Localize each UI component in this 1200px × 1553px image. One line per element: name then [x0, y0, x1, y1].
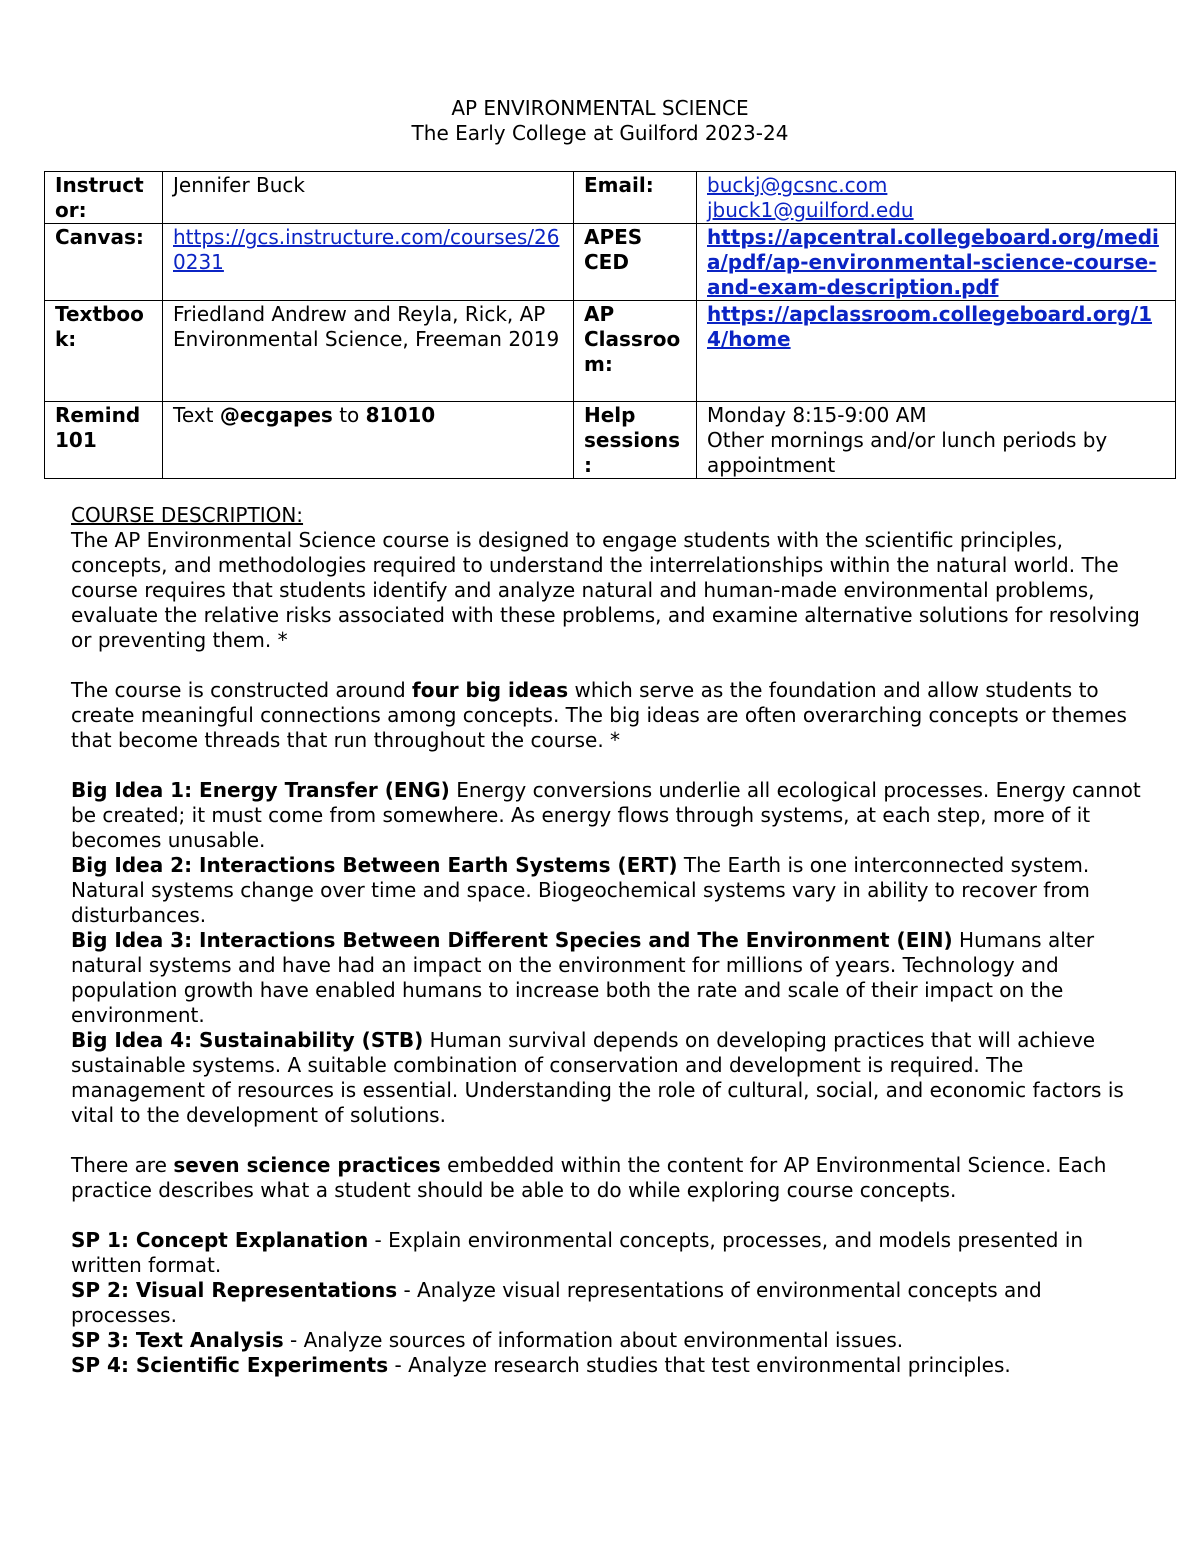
- description-paragraph-1: The AP Environmental Science course is designed to engage students with the scientific principles, concepts, and methodologies required to understand the interrelationships within the natural world. The course requires that students identify and analyze natural and human-made environmental problems, evaluate the relative risks associated with these problems, and examine alternative solutions for resolving or preventing them. *: [71, 528, 1140, 652]
- science-practice-1: SP 1: Concept Explanation - Explain environmental concepts, processes, and models presented in written format.: [71, 1228, 1084, 1277]
- remind-label: Remind 101: [45, 402, 163, 479]
- ced-cell: [697, 224, 1176, 301]
- canvas-label: Canvas:: [45, 224, 163, 301]
- ced-label: APES CED: [574, 224, 697, 301]
- textbook-label: Textbook:: [45, 301, 163, 402]
- remind-number: 81010: [365, 403, 436, 427]
- course-info-table: [44, 171, 1176, 479]
- help-label: Help sessions:: [574, 402, 697, 479]
- classroom-label: AP Classroom:: [574, 301, 697, 402]
- table-row: [45, 172, 1176, 224]
- big-idea-2: Big Idea 2: Interactions Between Earth Systems (ERT) The Earth is one interconnected system. Natural systems change over time and space. Biogeochemical systems vary in ability to recover from disturbances.: [71, 853, 1090, 927]
- email-label: Email:: [574, 172, 697, 224]
- course-description-heading: COURSE DESCRIPTION:: [71, 503, 304, 527]
- instructor-value: Jennifer Buck: [163, 172, 574, 224]
- course-content: [71, 503, 1141, 1378]
- science-practice-3: SP 3: Text Analysis - Analyze sources of information about environmental issues.: [71, 1328, 904, 1352]
- ced-link[interactable]: https://apcentral.collegeboard.org/media/pdf/ap-environmental-science-course-and-exam-description.pdf: [707, 225, 1159, 299]
- canvas-link[interactable]: https://gcs.instructure.com/courses/260231: [173, 225, 560, 274]
- instructor-label: Instructor:: [45, 172, 163, 224]
- canvas-cell: [163, 224, 574, 301]
- classroom-cell: [697, 301, 1176, 402]
- email-link-1[interactable]: buckj@gcsnc.com: [707, 173, 888, 197]
- document-subtitle: The Early College at Guilford 2023-24: [411, 121, 789, 145]
- remind-text-prefix: Text: [173, 403, 214, 427]
- science-practice-4: SP 4: Scientific Experiments - Analyze research studies that test environmental principles.: [71, 1353, 1011, 1377]
- textbook-value: Friedland Andrew and Reyla, Rick, AP Environmental Science, Freeman 2019: [163, 301, 574, 402]
- table-row: [45, 402, 1176, 479]
- table-row: [45, 301, 1176, 402]
- table-row: [45, 224, 1176, 301]
- science-practice-2: SP 2: Visual Representations - Analyze visual representations of environmental concepts and processes.: [71, 1278, 1042, 1327]
- big-idea-1: Big Idea 1: Energy Transfer (ENG) Energy conversions underlie all ecological processes. Energy cannot be created; it must come from somewhere. As energy flows through systems, at each step, more of it becomes unusable.: [71, 778, 1141, 852]
- email-link-2[interactable]: jbuck1@guilford.edu: [707, 198, 914, 222]
- remind-code: @ecgapes: [219, 403, 333, 427]
- big-idea-3: Big Idea 3: Interactions Between Different Species and The Environment (EIN) Humans alter natural systems and have had an impact on the environment for millions of years. Technology and population growth have enabled humans to increase both the rate and scale of their impact on the environment.: [71, 928, 1095, 1027]
- help-cell: [697, 402, 1176, 479]
- document-title: AP ENVIRONMENTAL SCIENCE: [451, 96, 749, 120]
- help-line-1: Monday 8:15-9:00 AM: [707, 403, 927, 427]
- description-paragraph-2: The course is constructed around four big ideas which serve as the foundation and allow students to create meaningful connections among concepts. The big ideas are often overarching concepts or themes that become threads that run throughout the course. *: [71, 678, 1127, 752]
- classroom-link[interactable]: https://apclassroom.collegeboard.org/14/home: [707, 302, 1153, 351]
- help-line-2: Other mornings and/or lunch periods by appointment: [707, 428, 1108, 477]
- remind-cell: [163, 402, 574, 479]
- big-idea-4: Big Idea 4: Sustainability (STB) Human survival depends on developing practices that will achieve sustainable systems. A suitable combination of conservation and development is required. The management of resources is essential. Understanding the role of cultural, social, and economic factors is vital to the development of solutions.: [71, 1028, 1124, 1127]
- document-header: [0, 96, 1200, 146]
- email-cell: [697, 172, 1176, 224]
- remind-to: to: [339, 403, 360, 427]
- practices-intro: There are seven science practices embedded within the content for AP Environmental Science. Each practice describes what a student should be able to do while exploring course concepts.: [71, 1153, 1107, 1202]
